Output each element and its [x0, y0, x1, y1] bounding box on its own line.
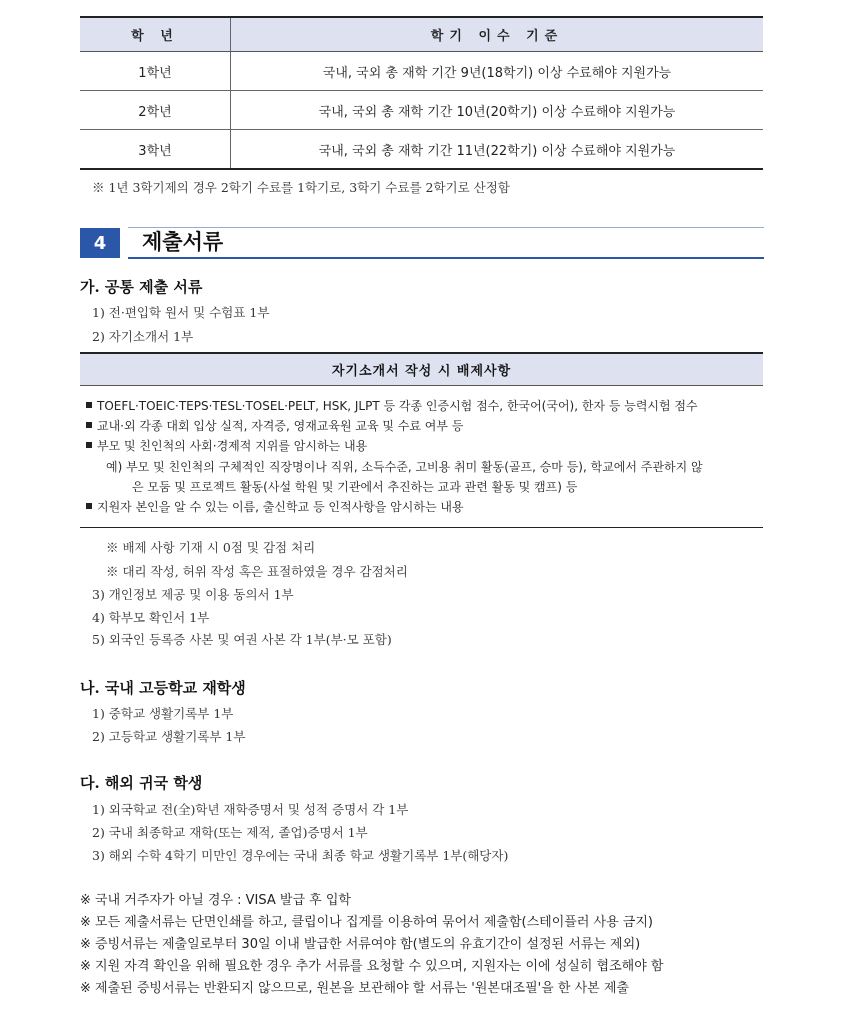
list-item: 3) 개인정보 제공 및 이용 동의서 1부: [92, 587, 294, 602]
section-top-rule: [128, 227, 764, 228]
header-grade: 학 년: [80, 17, 231, 52]
exclusion-box: [80, 386, 763, 528]
list-item: 1) 중학교 생활기록부 1부: [92, 706, 234, 721]
list-item: 2) 국내 최종학교 재학(또는 제적, 졸업)증명서 1부: [92, 825, 368, 840]
box-line: 교내·외 각종 대회 입상 실적, 자격증, 영재교육원 교육 및 수료 여부 등: [86, 417, 463, 434]
overseas-heading: 다. 해외 귀국 학생: [80, 774, 203, 792]
list-item: 3) 해외 수학 4학기 미만인 경우에는 국내 최종 학교 생활기록부 1부(해당자): [92, 848, 509, 863]
footer-note: ※ 제출된 증빙서류는 반환되지 않으므로, 원본을 보관해야 할 서류는 '원본대조필'을 한 사본 제출: [80, 981, 629, 996]
exclusion-note: ※ 배제 사항 기재 시 0점 및 감점 처리: [106, 540, 316, 555]
table-note: ※ 1년 3학기제의 경우 2학기 수료를 1학기로, 3학기 수료를 2학기로 산정함: [92, 180, 510, 195]
section-title: 제출서류: [142, 230, 224, 254]
grade-cell: 3학년: [80, 130, 231, 170]
footer-note: ※ 국내 거주자가 아닐 경우 : VISA 발급 후 입학: [80, 893, 351, 908]
grade-cell: 1학년: [80, 52, 231, 91]
footer-note: ※ 증빙서류는 제출일로부터 30일 이내 발급한 서류여야 함(별도의 유효기간이 설정된 서류는 제외): [80, 937, 641, 952]
table-header-row: [80, 17, 763, 52]
list-item: 2) 자기소개서 1부: [92, 329, 194, 344]
grade-criteria-table: [80, 16, 763, 170]
list-item: 1) 외국학교 전(全)학년 재학증명서 및 성적 증명서 각 1부: [92, 802, 409, 817]
box-example-line: 예) 부모 및 친인척의 구체적인 직장명이나 직위, 소득수준, 고비용 취미 활동(골프, 승마 등), 학교에서 주관하지 않: [106, 460, 703, 474]
list-item: 4) 학부모 확인서 1부: [92, 610, 210, 625]
box-line: 부모 및 친인척의 사회·경제적 지위를 암시하는 내용: [86, 437, 367, 454]
table-row: [80, 130, 763, 170]
exclusion-note: ※ 대리 작성, 허위 작성 혹은 표절하였을 경우 감점처리: [106, 564, 408, 579]
box-line: TOEFL·TOEIC·TEPS·TESL·TOSEL·PELT, HSK, JLPT 등 각종 인증시험 점수, 한국어(국어), 한자 등 능력시험 점수: [86, 397, 698, 414]
square-bullet-icon: [86, 503, 92, 509]
criteria-cell: 국내, 국외 총 재학 기간 11년(22학기) 이상 수료해야 지원가능: [231, 130, 764, 170]
criteria-cell: 국내, 국외 총 재학 기간 10년(20학기) 이상 수료해야 지원가능: [231, 91, 764, 130]
square-bullet-icon: [86, 422, 92, 428]
box-line: 지원자 본인을 알 수 있는 이름, 출신학교 등 인적사항을 암시하는 내용: [86, 498, 464, 515]
grade-cell: 2학년: [80, 91, 231, 130]
header-criteria: 학기 이수 기준: [231, 17, 764, 52]
criteria-cell: 국내, 국외 총 재학 기간 9년(18학기) 이상 수료해야 지원가능: [231, 52, 764, 91]
square-bullet-icon: [86, 442, 92, 448]
domestic-heading: 나. 국내 고등학교 재학생: [80, 679, 246, 697]
square-bullet-icon: [86, 402, 92, 408]
table-row: [80, 91, 763, 130]
footer-note: ※ 지원 자격 확인을 위해 필요한 경우 추가 서류를 요청할 수 있으며, 지원자는 이에 성실히 협조해야 함: [80, 959, 664, 974]
section-underline: [128, 257, 764, 259]
box-example-line: 은 모둠 및 프로젝트 활동(사설 학원 및 기관에서 추진하는 교과 관련 활동 및 캠프) 등: [132, 480, 578, 494]
table-row: [80, 52, 763, 91]
exclusion-box-title: 자기소개서 작성 시 배제사항: [80, 352, 763, 386]
list-item: 1) 전·편입학 원서 및 수험표 1부: [92, 305, 270, 320]
footer-note: ※ 모든 제출서류는 단면인쇄를 하고, 클립이나 집게를 이용하여 묶어서 제출함(스테이플러 사용 금지): [80, 915, 653, 930]
section-number-badge: 4: [80, 228, 120, 258]
list-item: 5) 외국인 등록증 사본 및 여권 사본 각 1부(부·모 포함): [92, 632, 392, 647]
common-heading: 가. 공통 제출 서류: [80, 278, 203, 296]
list-item: 2) 고등학교 생활기록부 1부: [92, 729, 246, 744]
